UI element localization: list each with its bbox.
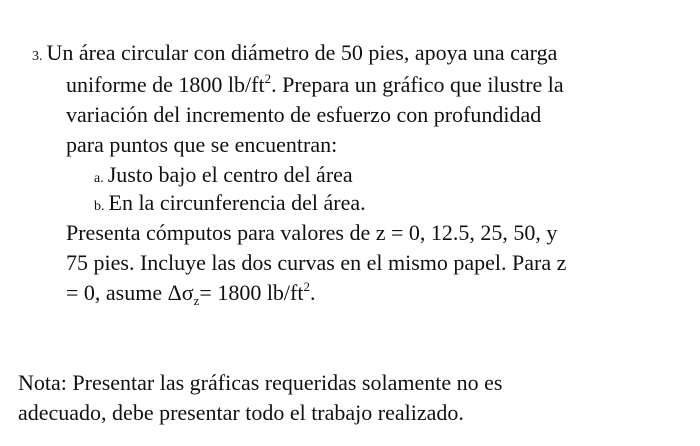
computations-text-3c: . (309, 280, 316, 305)
problem-number: 3. (32, 49, 43, 64)
computations-text-2: 75 pies. Incluye las dos curvas en el mismo papel. Para z (66, 250, 567, 275)
item-b-text: En la circunferencia del área. (108, 190, 366, 215)
note-line-1 (18, 370, 502, 396)
superscript-2: 2 (264, 71, 272, 86)
problem-text-line-1: Un área circular con diámetro de 50 pies, apoya una carga (46, 40, 558, 65)
computations-line-1 (66, 220, 557, 246)
item-b-marker: b. (94, 199, 105, 214)
problem-line-4 (66, 132, 337, 158)
list-item-a (94, 162, 353, 192)
problem-line-2 (66, 72, 564, 98)
problem-text-line-4: para puntos que se encuentran: (66, 132, 338, 157)
superscript-2b: 2 (303, 279, 310, 294)
problem-line-3 (66, 102, 541, 128)
computations-text-1: Presenta cómputos para valores de z = 0, 12.5, 25, 50, y (66, 220, 558, 245)
computations-line-3 (66, 280, 315, 306)
computations-text-3b: = 1800 lb/ft (199, 280, 304, 305)
note-text-2: adecuado, debe presentar todo el trabajo realizado. (18, 400, 464, 425)
note-text-1: Nota: Presentar las gráficas requeridas solamente no es (18, 370, 503, 395)
item-a-marker: a. (94, 171, 104, 186)
subscript-z: z (193, 293, 200, 308)
list-item-b (94, 190, 366, 220)
computations-text-3a: = 0, asume Δσ (66, 280, 194, 305)
problem-line-1 (32, 40, 557, 70)
note-line-2 (18, 400, 464, 426)
item-a-text: Justo bajo el centro del área (107, 162, 353, 187)
problem-text-line-3: variación del incremento de esfuerzo con profundidad (66, 102, 542, 127)
problem-text-line-2b: . Prepara un gráfico que ilustre la (271, 72, 564, 97)
computations-line-2 (66, 250, 566, 276)
problem-text-line-2a: uniforme de 1800 lb/ft (66, 72, 265, 97)
